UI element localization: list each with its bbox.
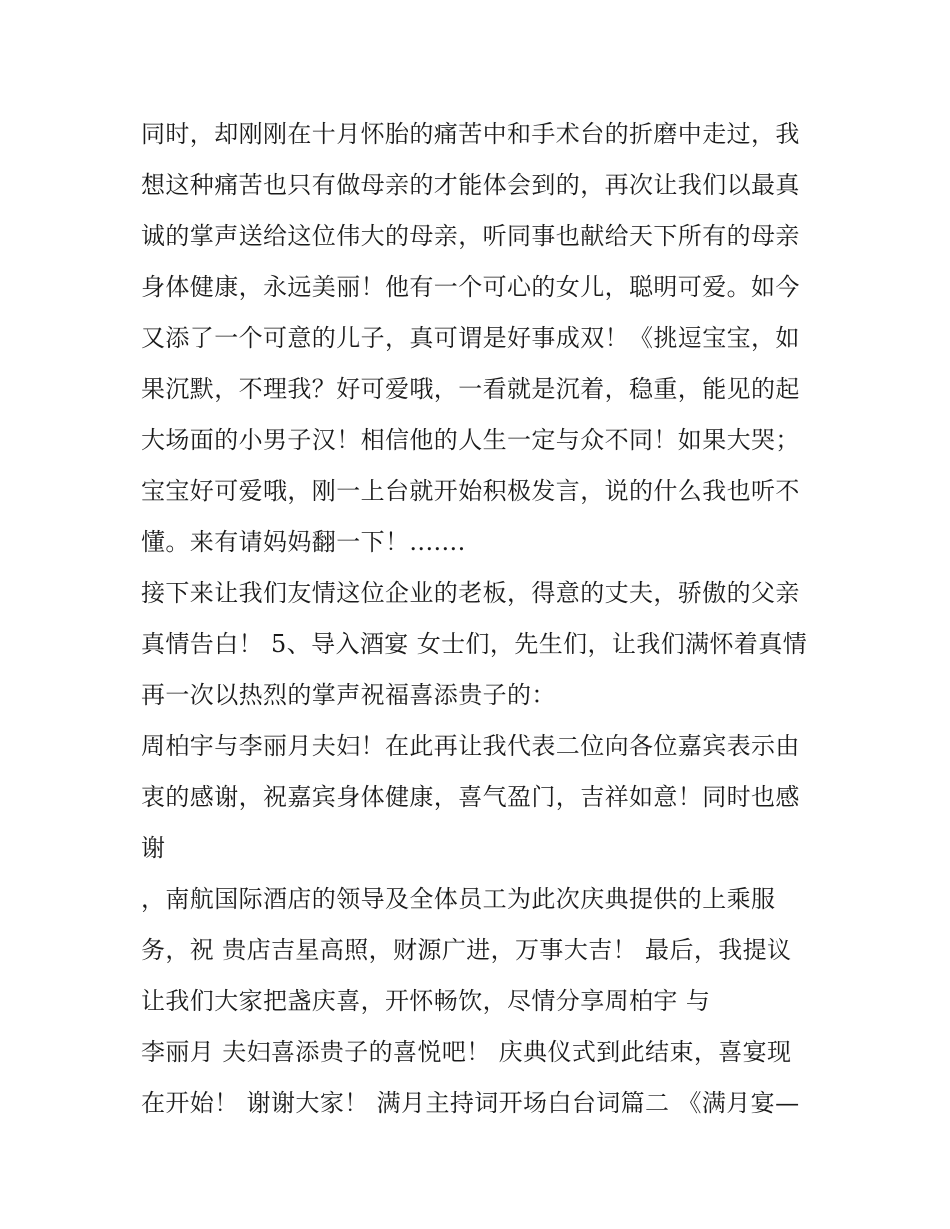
text-line: 大场面的小男子汉！相信他的人生一定与众不同！如果大哭； (141, 426, 800, 454)
text-line: 想这种痛苦也只有做母亲的才能体会到的，再次让我们以最真 (141, 171, 800, 199)
text-line: 李丽月 夫妇喜添贵子的喜悦吧！ 庆典仪式到此结束，喜宴现 (141, 1038, 792, 1066)
text-line: 诚的掌声送给这位伟大的母亲，听同事也献给天下所有的母亲 (141, 222, 800, 250)
text-line: 身体健康，永远美丽！他有一个可心的女儿，聪明可爱。如今 (141, 273, 800, 301)
text-line: 再一次以热烈的掌声祝福喜添贵子的： (141, 681, 556, 709)
text-line: 接下来让我们友情这位企业的老板，得意的丈夫，骄傲的父亲 (141, 579, 800, 607)
text-line: 务，祝 贵店吉星高照，财源广进，万事大吉！ 最后，我提议 (141, 936, 792, 964)
text-line: ，南航国际酒店的领导及全体员工为此次庆典提供的上乘服 (141, 885, 776, 913)
text-line: 谢 (141, 834, 166, 862)
text-line: 让我们大家把盏庆喜，开怀畅饮，尽情分享周柏宇 与 (141, 987, 711, 1015)
text-line: 在开始！ 谢谢大家！ 满月主持词开场白台词篇二 《满月宴— (141, 1089, 800, 1117)
text-line: 同时，却刚刚在十月怀胎的痛苦中和手术台的折磨中走过，我 (141, 120, 800, 148)
text-line: 又添了一个可意的儿子，真可谓是好事成双！《挑逗宝宝，如 (141, 324, 800, 352)
text-line: 衷的感谢，祝嘉宾身体健康，喜气盈门，吉祥如意！同时也感 (141, 783, 800, 811)
text-line: 果沉默，不理我？好可爱哦，一看就是沉着，稳重，能见的起 (141, 375, 800, 403)
text-line: 周柏宇与李丽月夫妇！在此再让我代表二位向各位嘉宾表示由 (141, 732, 800, 760)
text-line: 懂。来有请妈妈翻一下！....... (141, 528, 466, 556)
body-text (141, 109, 821, 1129)
text-line: 宝宝好可爱哦，刚一上台就开始积极发言，说的什么我也听不 (141, 477, 800, 505)
text-line: 真情告白！ 5、导入酒宴 女士们，先生们，让我们满怀着真情 (141, 630, 808, 658)
